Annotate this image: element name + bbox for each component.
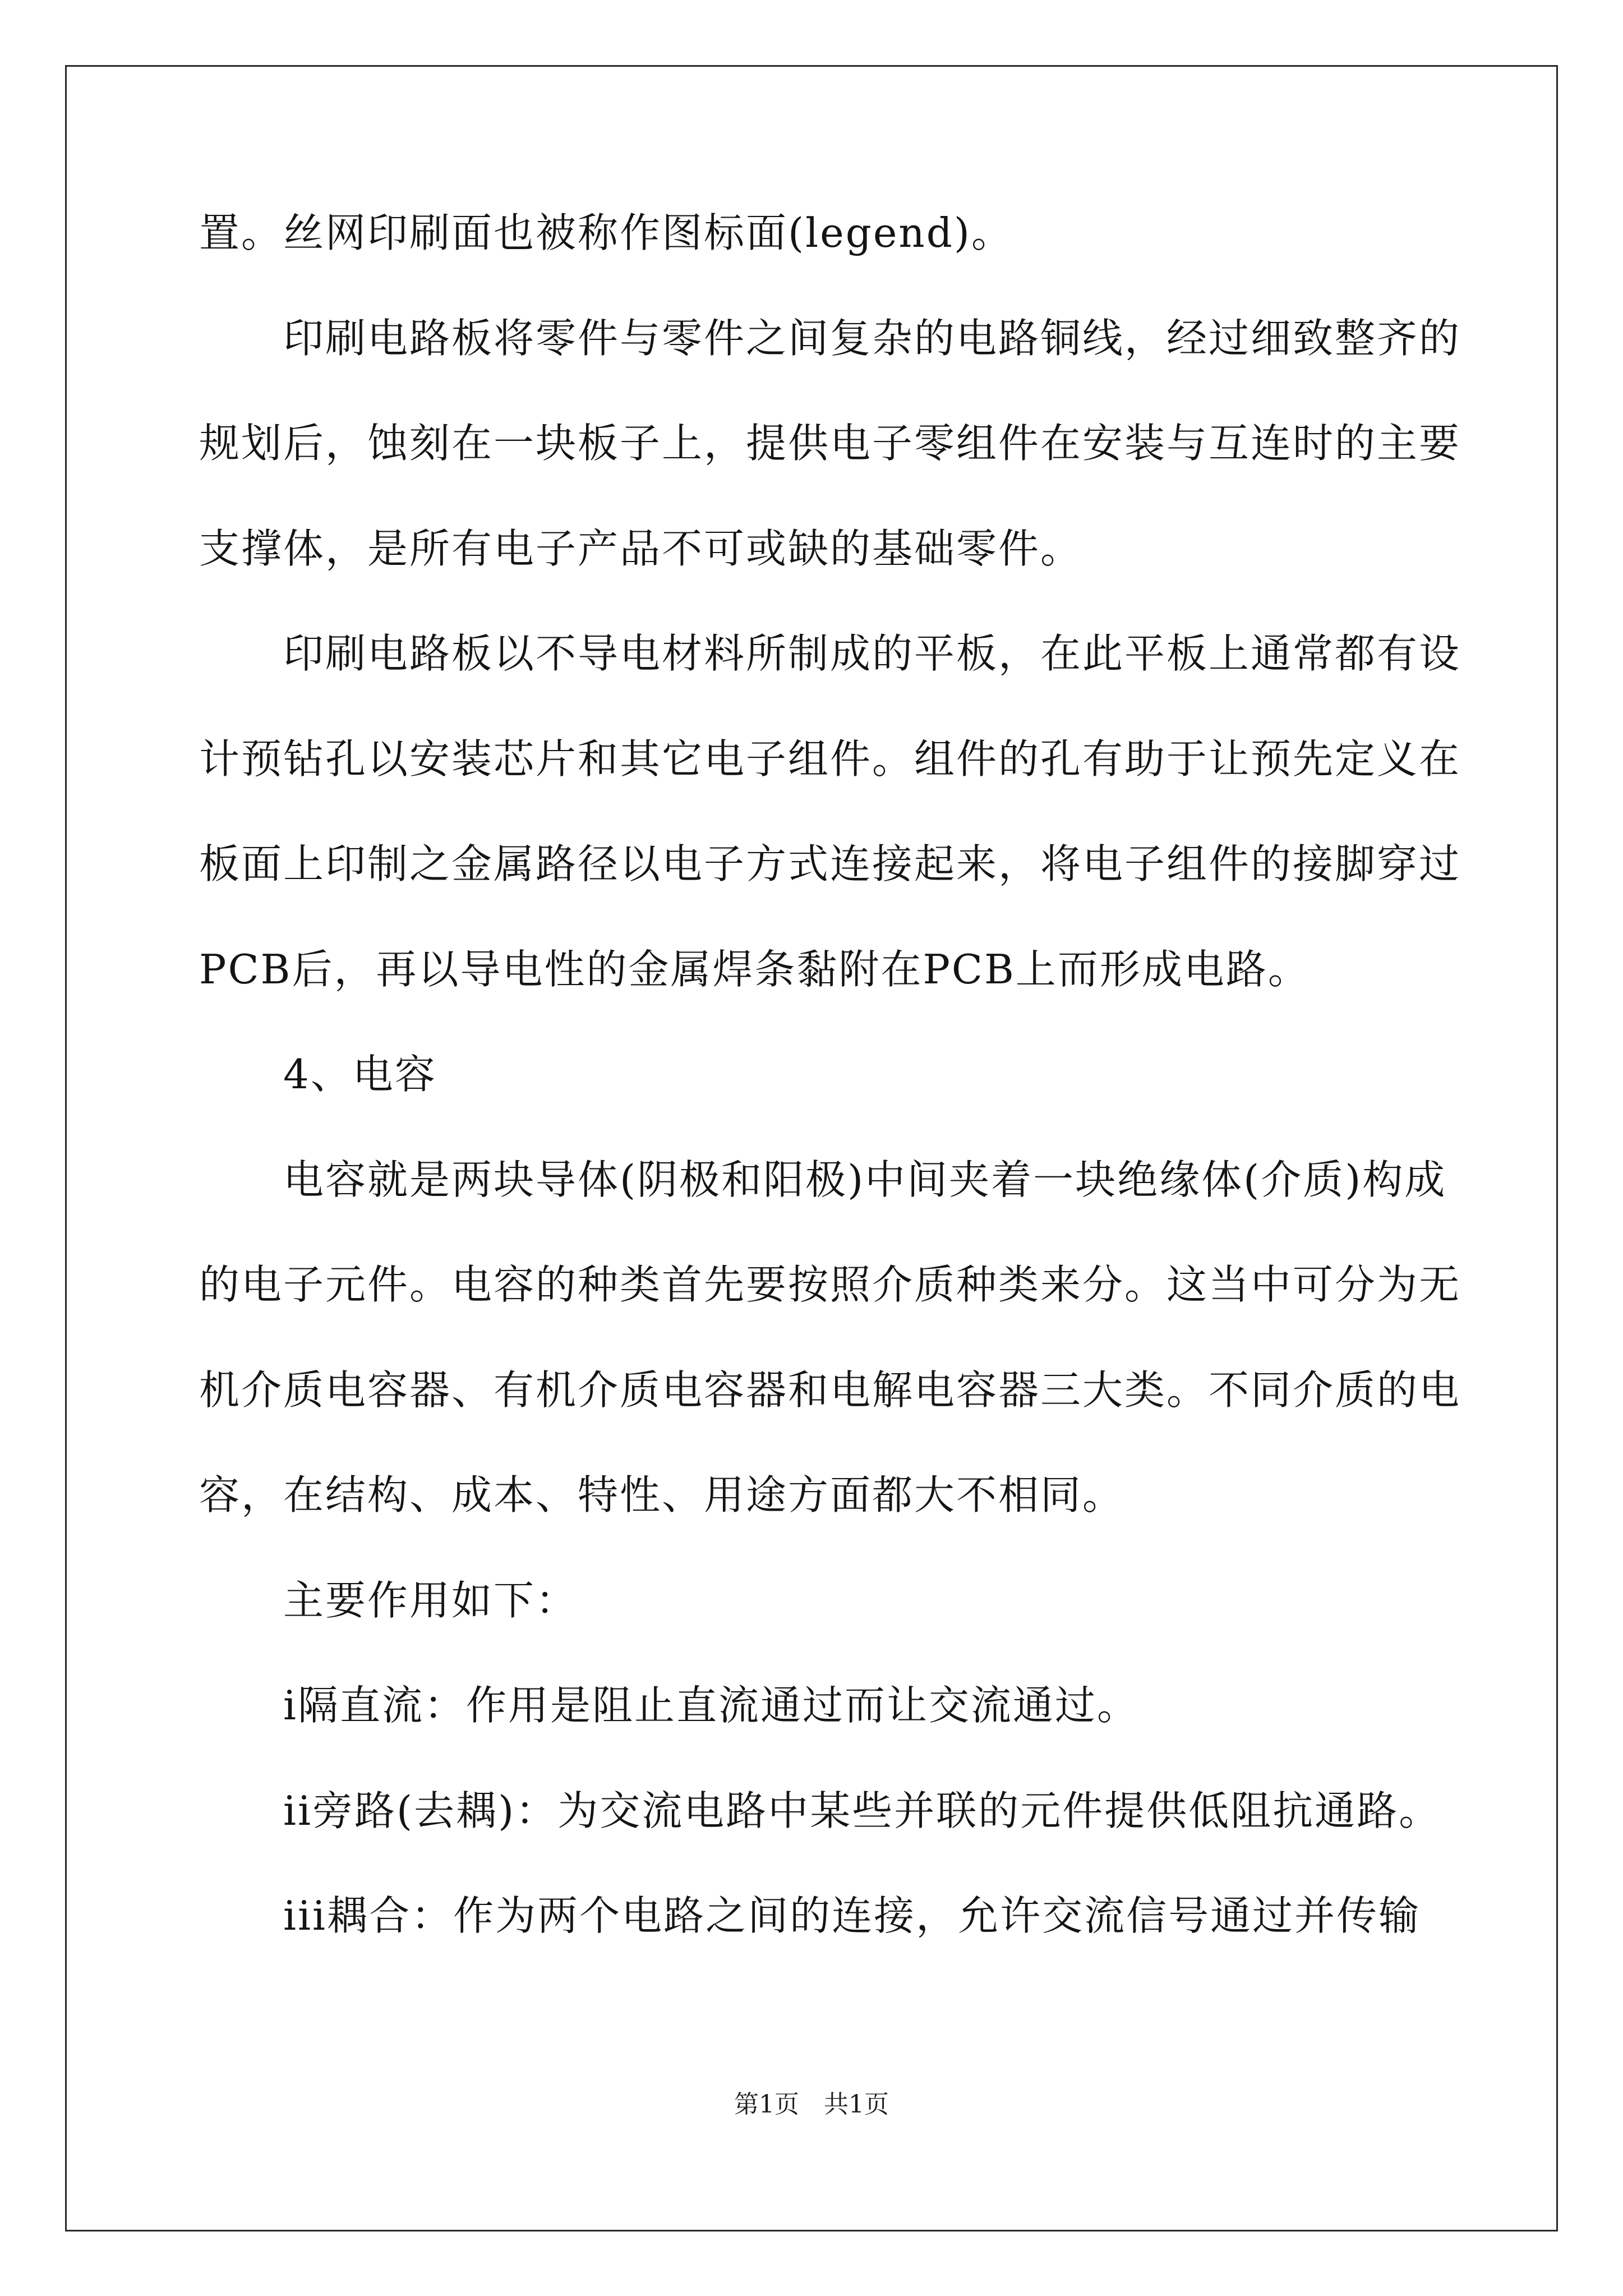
- text-line: 电容就是两块导体(阴极和阳极)中间夹着一块绝缘体(介质)构成: [283, 1156, 1447, 1203]
- text-line: 板面上印制之金属路径以电子方式连接起来，将电子组件的接脚穿过: [199, 840, 1461, 887]
- text-line: 印刷电路板以不导电材料所制成的平板，在此平板上通常都有设: [283, 630, 1461, 677]
- text-line: 计预钻孔以安装芯片和其它电子组件。组件的孔有助于让预先定义在: [199, 735, 1461, 783]
- list-item: i隔直流：作用是阻止直流通过而让交流通过。: [283, 1682, 1140, 1729]
- text-line: 规划后，蚀刻在一块板子上，提供电子零组件在安装与互连时的主要: [199, 420, 1461, 467]
- list-item: iii耦合：作为两个电路之间的连接，允许交流信号通过并传输: [283, 1892, 1421, 1939]
- page-number-footer: 第1页 共1页: [734, 2090, 889, 2119]
- list-item: ii旁路(去耦)：为交流电路中某些并联的元件提供低阻抗通路。: [283, 1787, 1441, 1834]
- text-line: 的电子元件。电容的种类首先要按照介质种类来分。这当中可分为无: [199, 1261, 1461, 1308]
- text-line: PCB后，再以导电性的金属焊条黏附在PCB上而形成电路。: [199, 946, 1310, 993]
- text-line: 主要作用如下：: [283, 1577, 578, 1624]
- text-line: 置。丝网印刷面也被称作图标面(legend)。: [199, 209, 1013, 256]
- section-heading: 4、电容: [283, 1051, 437, 1098]
- text-line: 支撑体，是所有电子产品不可或缺的基础零件。: [199, 525, 1083, 572]
- text-line: 容，在结构、成本、特性、用途方面都大不相同。: [199, 1471, 1125, 1519]
- text-line: 机介质电容器、有机介质电容器和电解电容器三大类。不同介质的电: [199, 1366, 1461, 1414]
- text-line: 印刷电路板将零件与零件之间复杂的电路铜线，经过细致整齐的: [283, 315, 1461, 362]
